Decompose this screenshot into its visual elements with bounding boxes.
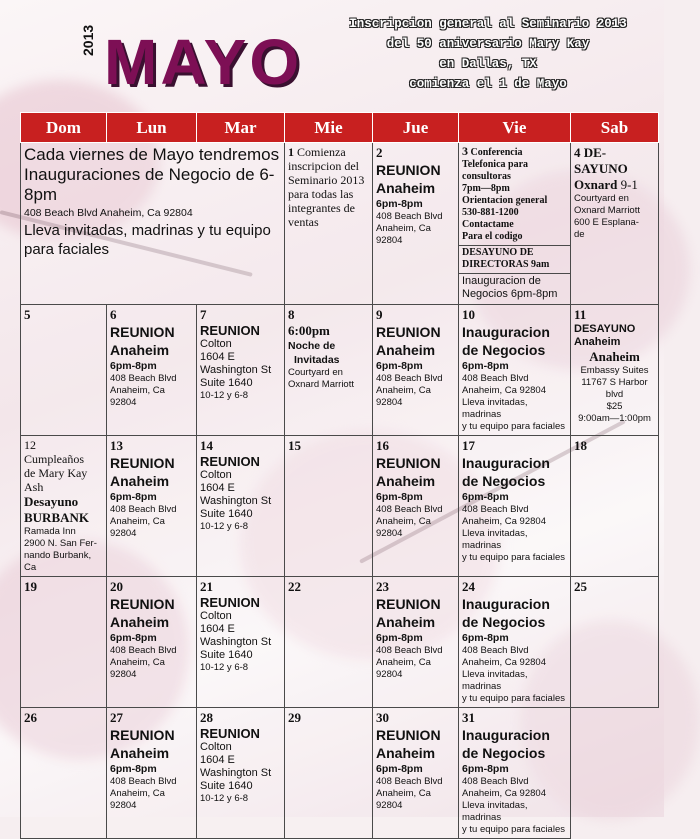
event-address: Anaheim, Ca 92804	[376, 788, 431, 811]
event-address: 408 Beach Blvd	[110, 373, 177, 384]
event-address: 408 Beach Blvd	[462, 504, 529, 515]
event-title: SAYUNO	[574, 161, 628, 176]
event-time: 6pm-8pm	[376, 763, 423, 775]
event-address: 1604 E	[200, 754, 235, 766]
event-note: Lleva invitadas, madrinas	[462, 669, 528, 692]
week-row	[21, 305, 659, 436]
day-number: 15	[288, 438, 301, 453]
day-number: 24	[462, 579, 475, 594]
weekday-header: Jue	[373, 113, 459, 143]
day-cell	[285, 305, 373, 436]
event-title: REUNION	[110, 324, 175, 340]
event-title: de Negocios	[462, 614, 546, 630]
day-number: 11	[574, 307, 587, 322]
event-location: Anaheim	[110, 473, 170, 489]
event-title: Desayuno	[24, 494, 79, 509]
day-cell	[21, 305, 107, 436]
event-time: 10-12 y 6-8	[200, 793, 249, 804]
day-number: 14	[200, 438, 213, 453]
event-location: Anaheim	[376, 473, 436, 489]
event-line: Orientacion general	[462, 195, 548, 206]
weekday-header: Lun	[107, 113, 197, 143]
weekday-header: Sab	[571, 113, 659, 143]
empty-cell	[571, 708, 659, 839]
event-address: 408 Beach Blvd	[376, 373, 443, 384]
announcement-address: 408 Beach Blvd Anaheim, Ca 92804	[24, 207, 193, 219]
friday-announcement-cell	[21, 143, 285, 305]
weekday-header: Vie	[459, 113, 571, 143]
event-address: Anaheim, Ca 92804	[110, 385, 165, 408]
calendar-header	[0, 0, 664, 110]
event-address: Washington St	[200, 767, 272, 779]
event-note: y tu equipo para faciales	[462, 552, 565, 563]
event-title: REUNION	[200, 323, 260, 338]
event-price: $25	[606, 401, 623, 412]
event-address: Anaheim, Ca 92804	[462, 788, 546, 799]
event-title: de Mary Kay	[24, 466, 88, 480]
event-address: Anaheim, Ca 92804	[462, 516, 546, 527]
event-address: 1604 E	[200, 482, 235, 494]
weekday-header: Dom	[21, 113, 107, 143]
weekday-header-row	[21, 113, 659, 143]
event-place: blvd	[605, 389, 624, 400]
event-address: Colton	[200, 338, 232, 350]
event-title: de Negocios	[462, 342, 546, 358]
day-cell	[459, 708, 571, 839]
event-address: Suite 1640	[200, 780, 253, 792]
event-time: 6pm-8pm	[376, 632, 423, 644]
event-time: 6pm-8pm	[462, 632, 509, 644]
event-time: 6pm-8pm	[462, 491, 509, 503]
event-address: Washington St	[200, 364, 272, 376]
event-address: 408 Beach Blvd	[462, 645, 529, 656]
day-number: 29	[288, 710, 301, 725]
event-location: Anaheim	[376, 342, 436, 358]
event-time: 6pm-8pm	[376, 491, 423, 503]
seminar-line: Inscripcion general al Seminario 2013	[349, 17, 627, 31]
day-cell	[285, 143, 373, 305]
event-title: Inauguracion	[462, 455, 550, 471]
event-address: 408 Beach Blvd	[462, 776, 529, 787]
day-cell	[373, 708, 459, 839]
event-note: y tu equipo para faciales	[462, 824, 565, 835]
event-note: y tu equipo para faciales	[462, 693, 565, 704]
event-time: 6pm-8pm	[376, 360, 423, 372]
day-number: 17	[462, 438, 475, 453]
event-location: BURBANK	[24, 510, 90, 525]
event-line: Telefonica para	[462, 159, 529, 170]
day-number: 31	[462, 710, 475, 725]
day-cell	[197, 436, 285, 577]
day-number: 27	[110, 710, 123, 725]
inauguracion-block	[459, 273, 570, 301]
event-place: Courtyard en	[288, 367, 343, 378]
day-cell	[373, 305, 459, 436]
event-address: Anaheim, Ca 92804	[376, 223, 431, 246]
event-address: Colton	[200, 469, 232, 481]
event-address: 1604 E	[200, 351, 235, 363]
event-title: Noche de	[288, 340, 336, 352]
week-row	[21, 436, 659, 577]
event-title: REUNION	[110, 596, 175, 612]
event-location: Anaheim	[110, 342, 170, 358]
seminar-line: en Dallas, TX	[439, 57, 537, 71]
day-number: 9	[376, 307, 383, 322]
event-location: Oxnard	[574, 177, 618, 192]
event-title: REUNION	[200, 726, 260, 741]
day-number: 22	[288, 579, 301, 594]
event-line: Contactame	[462, 219, 514, 230]
day-cell	[107, 305, 197, 436]
day-cell	[285, 577, 373, 708]
event-title: Ash	[24, 480, 44, 494]
day-number: 28	[200, 710, 213, 725]
event-address: Colton	[200, 741, 232, 753]
event-address: Suite 1640	[200, 508, 253, 520]
day-cell	[459, 305, 571, 436]
day-cell	[373, 436, 459, 577]
event-address: Suite 1640	[200, 377, 253, 389]
event-title: REUNION	[376, 455, 441, 471]
day-cell	[197, 577, 285, 708]
event-note: Lleva invitadas, madrinas	[462, 397, 528, 420]
event-line	[462, 145, 567, 159]
event-line: Negocios 6pm-8pm	[462, 288, 558, 300]
event-address: Anaheim, Ca 92804	[110, 788, 165, 811]
event-line-text: Conferencia	[470, 147, 523, 158]
event-time: 6pm-8pm	[110, 632, 157, 644]
day-cell	[459, 577, 571, 708]
event-address: Anaheim, Ca 92804	[376, 516, 431, 539]
event-line: 7pm—8pm	[462, 183, 510, 194]
day-number: 20	[110, 579, 123, 594]
event-address: 408 Beach Blvd	[110, 645, 177, 656]
event-address: Washington St	[200, 495, 272, 507]
desayuno-block	[459, 245, 570, 271]
event-title: REUNION	[376, 162, 441, 178]
day-cell	[373, 577, 459, 708]
event-place: 11767 S Harbor	[581, 377, 648, 388]
event-time: 6pm-8pm	[110, 360, 157, 372]
event-location: Anaheim	[376, 180, 436, 196]
event-time: 6pm-8pm	[462, 360, 509, 372]
weekday-header: Mar	[197, 113, 285, 143]
event-note: Lleva invitadas, madrinas	[462, 528, 528, 551]
event-title: REUNION	[110, 727, 175, 743]
event-line: consultoras	[462, 171, 511, 182]
event-title: REUNION	[376, 324, 441, 340]
event-address: Anaheim, Ca 92804	[376, 657, 431, 680]
event-address: Anaheim, Ca 92804	[462, 385, 546, 396]
event-address: Washington St	[200, 636, 272, 648]
event-title: Invitadas	[294, 354, 340, 366]
day-number: 30	[376, 710, 389, 725]
day-number: 5	[24, 307, 31, 322]
event-address: Anaheim, Ca 92804	[110, 516, 165, 539]
day-cell	[571, 436, 659, 577]
event-title: de Negocios	[462, 745, 546, 761]
announcement-note: Lleva invitadas, madrinas y tu equipo para faciales	[24, 222, 271, 258]
day-number: 8	[288, 307, 295, 322]
weekday-header: Mie	[285, 113, 373, 143]
event-title: Inauguracion	[462, 324, 550, 340]
day-cell	[197, 305, 285, 436]
announcement-text: Cada viernes de Mayo tendremos Inauguraciones de Negocio de 6-8pm	[24, 145, 280, 204]
day-cell	[107, 436, 197, 577]
event-address: Anaheim, Ca 92804	[110, 657, 165, 680]
event-place: 600 E Esplana-	[574, 217, 639, 228]
event-address: 408 Beach Blvd	[376, 504, 443, 515]
day-number: 12	[24, 438, 36, 452]
event-place: 2900 N. San Fer-	[24, 538, 97, 549]
day-cell	[571, 305, 659, 436]
day-cell	[21, 708, 107, 839]
day-number: 19	[24, 579, 37, 594]
event-place: de	[574, 229, 585, 240]
event-time: 6pm-8pm	[110, 491, 157, 503]
seminar-announcement	[328, 14, 648, 94]
day-number: 13	[110, 438, 123, 453]
event-place: Embassy Suites	[580, 365, 649, 376]
day-cell	[197, 708, 285, 839]
day-cell	[285, 436, 373, 577]
event-place: Courtyard en	[574, 193, 629, 204]
day-number: 16	[376, 438, 389, 453]
event-line: Para el codigo	[462, 231, 523, 242]
seminar-line: comienza el 1 de Mayo	[409, 77, 567, 91]
event-note: y tu equipo para faciales	[462, 421, 565, 432]
event-address: Anaheim, Ca 92804	[462, 657, 546, 668]
day-cell	[571, 143, 659, 305]
event-title: Inauguracion	[462, 727, 550, 743]
event-place: Oxnard Marriott	[574, 205, 640, 216]
day-cell	[571, 577, 659, 708]
day-number: 7	[200, 307, 207, 322]
day-cell	[373, 143, 459, 305]
event-location: Anaheim	[376, 614, 436, 630]
event-time: 9-1	[620, 177, 638, 192]
event-time: 10-12 y 6-8	[200, 662, 249, 673]
event-address: Suite 1640	[200, 649, 253, 661]
event-place: Ramada Inn	[24, 526, 76, 537]
event-address: 408 Beach Blvd	[462, 373, 529, 384]
event-title: REUNION	[200, 595, 260, 610]
event-line: DIRECTORAS 9am	[462, 259, 550, 270]
seminar-line: del 50 aniversario Mary Kay	[386, 37, 590, 51]
day-cell	[285, 708, 373, 839]
event-time: 9:00am—1:00pm	[578, 413, 651, 424]
day-number: 3	[462, 144, 468, 158]
day-number: 25	[574, 579, 587, 594]
event-address: 408 Beach Blvd	[376, 776, 443, 787]
event-place: nando Burbank, Ca	[24, 550, 92, 573]
event-place: Oxnard Marriott	[288, 379, 354, 390]
day-number: 10	[462, 307, 475, 322]
event-title: REUNION	[376, 727, 441, 743]
event-line	[574, 177, 655, 193]
day-cell	[459, 143, 571, 305]
event-time: 10-12 y 6-8	[200, 390, 249, 401]
event-title: REUNION	[376, 596, 441, 612]
event-line	[288, 307, 369, 323]
day-text	[288, 145, 369, 229]
event-title: de Negocios	[462, 473, 546, 489]
event-line	[574, 145, 655, 161]
week-row	[21, 143, 659, 305]
event-text: Comienza inscripcion del Seminario 2013 para todas las integrantes de ventas	[288, 145, 365, 229]
day-cell	[107, 708, 197, 839]
event-address: 408 Beach Blvd	[110, 776, 177, 787]
day-cell	[459, 436, 571, 577]
event-title: Inauguracion	[462, 596, 550, 612]
event-address: 408 Beach Blvd	[376, 645, 443, 656]
day-cell	[107, 577, 197, 708]
day-number: 4	[574, 145, 581, 160]
event-location: Anaheim	[574, 336, 621, 348]
year-label: 2013	[80, 24, 96, 56]
event-time: 6pm-8pm	[376, 198, 423, 210]
event-location: Anaheim	[110, 614, 170, 630]
event-title: REUNION	[200, 454, 260, 469]
day-number: 6	[110, 307, 117, 322]
event-address: 408 Beach Blvd	[376, 211, 443, 222]
day-number: 23	[376, 579, 389, 594]
event-line: DESAYUNO DE	[462, 247, 534, 258]
week-row	[21, 708, 659, 839]
day-cell	[21, 436, 107, 577]
day-number: 18	[574, 438, 587, 453]
event-note: Lleva invitadas, madrinas	[462, 800, 528, 823]
event-address: Colton	[200, 610, 232, 622]
event-line: Inauguracion de	[462, 275, 541, 287]
event-location: Anaheim	[589, 349, 640, 364]
event-time: 6:00pm	[288, 323, 330, 338]
month-calendar	[20, 112, 659, 839]
event-title: Cumpleaños	[24, 452, 84, 466]
day-number: 21	[200, 579, 213, 594]
event-time: 6pm-8pm	[462, 763, 509, 775]
event-address: Anaheim, Ca 92804	[376, 385, 431, 408]
event-address: 1604 E	[200, 623, 235, 635]
event-time: 10-12 y 6-8	[200, 521, 249, 532]
event-time: 6pm-8pm	[110, 763, 157, 775]
day-number: 26	[24, 710, 37, 725]
event-location: Anaheim	[376, 745, 436, 761]
event-location: Anaheim	[110, 745, 170, 761]
event-title: DESAYUNO	[574, 323, 636, 335]
event-title: DE-	[583, 145, 607, 160]
event-title: REUNION	[110, 455, 175, 471]
month-title: MAYO	[104, 26, 303, 98]
day-cell	[21, 577, 107, 708]
day-number: 1	[288, 145, 294, 159]
event-line: 530-881-1200	[462, 207, 519, 218]
day-number: 2	[376, 145, 383, 160]
week-row	[21, 577, 659, 708]
event-address: 408 Beach Blvd	[110, 504, 177, 515]
